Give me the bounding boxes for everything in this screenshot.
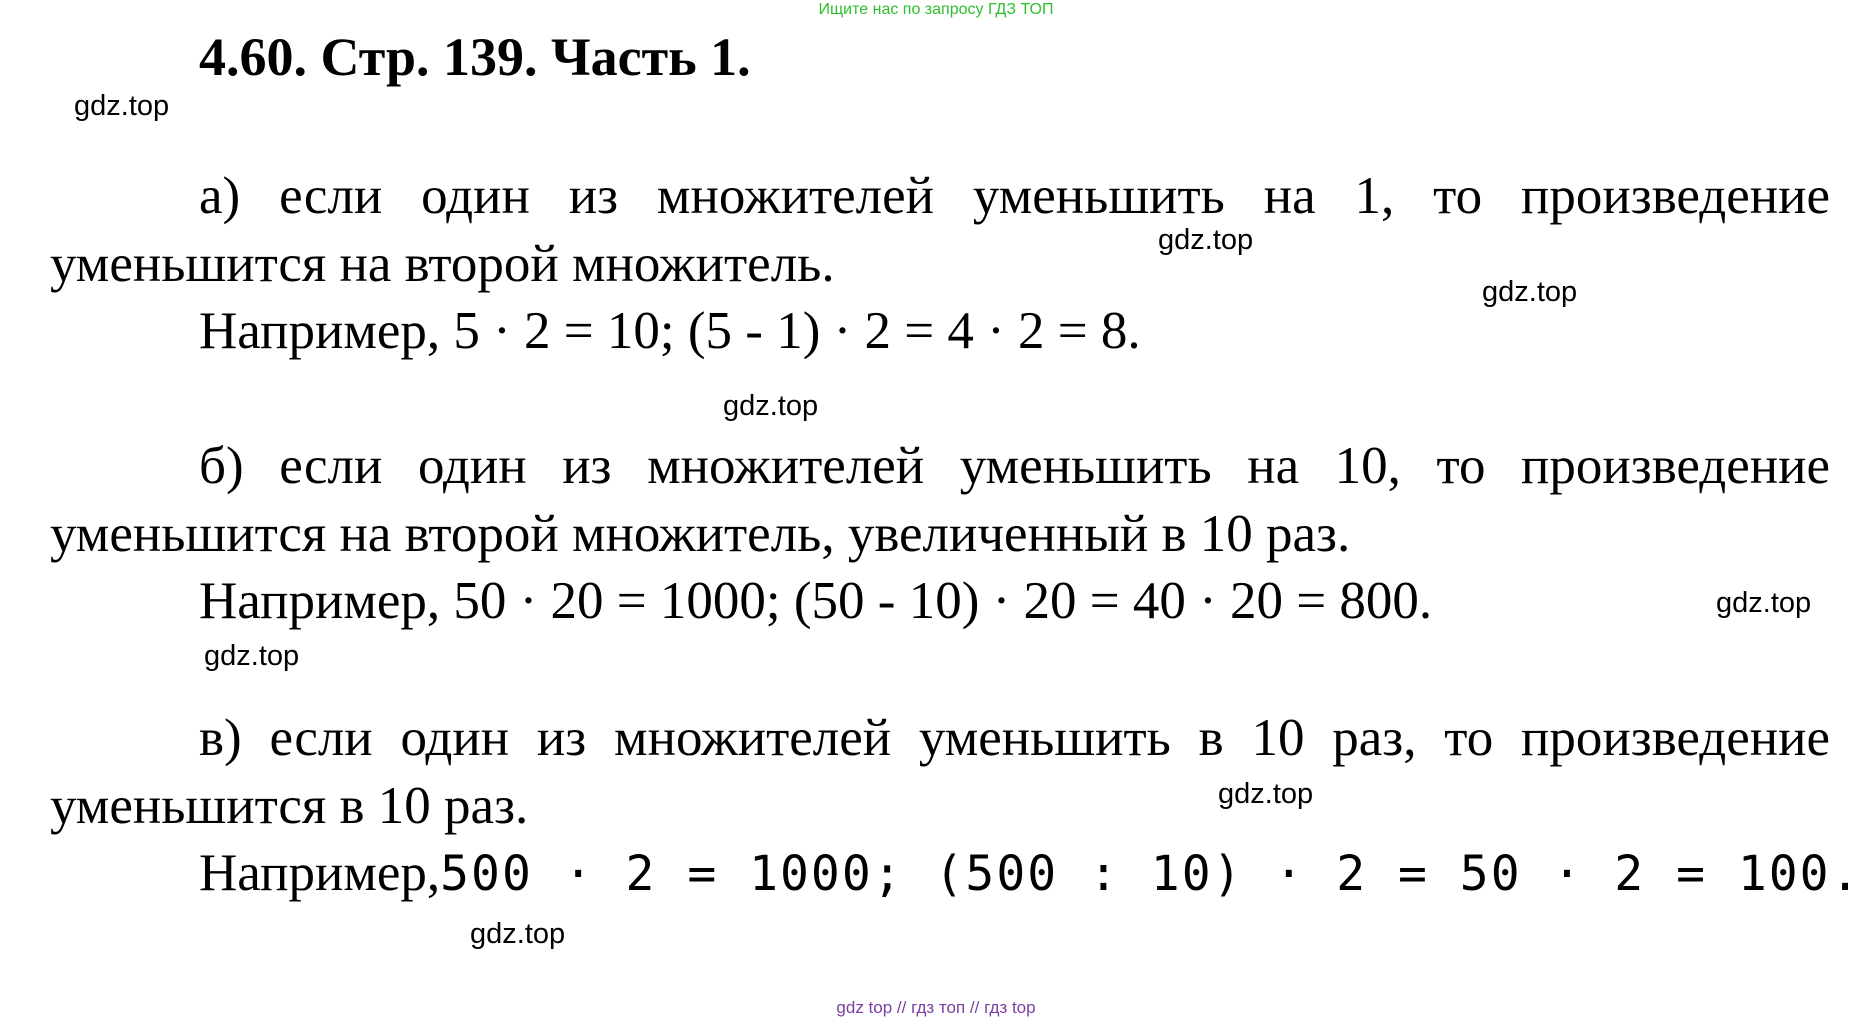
top-banner: Ищите нас по запросу ГДЗ ТОП: [818, 1, 1054, 18]
watermark: gdz.top: [1218, 778, 1314, 810]
bottom-banner: gdz top // гдз топ // гдз top: [836, 998, 1036, 1017]
part-a-line-2: уменьшится на второй множитель.: [50, 235, 835, 293]
part-b-line-1: б) если один из множителей уменьшить на 10, то произведение: [199, 437, 1830, 495]
part-a-example: Например, 5 · 2 = 10; (5 - 1) · 2 = 4 · 2 = 8.: [199, 302, 1141, 360]
part-b-line-2: уменьшится на второй множитель, увеличенный в 10 раз.: [50, 505, 1351, 563]
page-title: 4.60. Стр. 139. Часть 1.: [199, 27, 751, 87]
part-c-line-1: в) если один из множителей уменьшить в 10 раз, то произведение: [199, 709, 1830, 767]
part-c-example-expression: 500 · 2 = 1000; (500 : 10) · 2 = 50 · 2 = 100.: [440, 846, 1862, 902]
watermark: gdz.top: [74, 90, 170, 122]
watermark: gdz.top: [1482, 276, 1578, 308]
watermark: gdz.top: [204, 640, 300, 672]
watermark: gdz.top: [470, 918, 566, 950]
part-a-line-1: а) если один из множителей уменьшить на 1, то произведение: [199, 167, 1830, 225]
part-c-example: [199, 844, 1862, 902]
watermark: gdz.top: [723, 390, 819, 422]
watermark: gdz.top: [1716, 587, 1812, 619]
part-c-line-2: уменьшится в 10 раз.: [50, 777, 529, 835]
part-c-example-prefix: Например,: [199, 844, 441, 902]
part-b-example: Например, 50 · 20 = 1000; (50 - 10) · 20 = 40 · 20 = 800.: [199, 572, 1433, 630]
watermark: gdz.top: [1158, 224, 1254, 256]
